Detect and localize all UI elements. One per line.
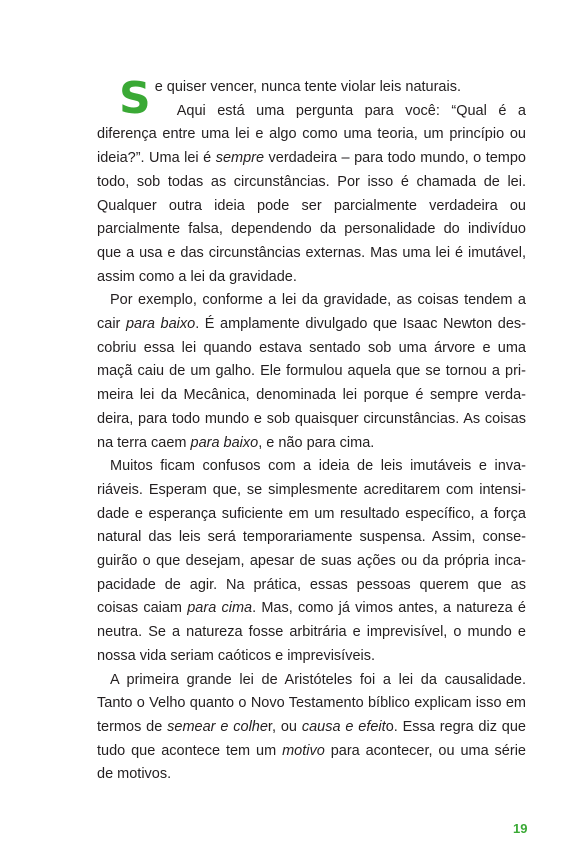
paragraph-3-text: Muitos ficam confusos com a ideia de leis imutáveis e invariáveis. Esperam que, se simplesmente acreditarem com intensidade e esperança suficiente em um resultado específico, a força natural das leis será temporariamente suspensa. Assim, conseguirão o que desejam, apesar de suas ações ou da própria incapacidade de agir. Na prática, essas pessoas querem que as coisas caiam [97, 458, 526, 617]
emphasis: para baixo [125, 316, 196, 333]
paragraph-3-text: . Mas, como já vimos antes, a natureza é neutra. Se a natureza fosse arbitrária e imprevisível, o mundo e nossa vida seriam caóticos e imprevisíveis. [97, 600, 526, 664]
emphasis: motivo [282, 742, 325, 759]
paragraph-1 [97, 73, 526, 289]
paragraph-1-first-line: e quiser vencer, nunca tente violar leis naturais. [154, 79, 461, 95]
paragraph-4 [97, 669, 526, 788]
emphasis: sempre [215, 150, 265, 167]
paragraph-3 [97, 455, 526, 668]
paragraph-1-text: Aqui está uma pergunta para você: “Qual é a diferença entre uma lei e algo como uma teoria, um princípio ou ideia?”. Uma lei é [97, 102, 526, 167]
page-number: 19 [513, 821, 528, 836]
paragraph-4-text: o. Essa regra diz que tudo que acontece tem um [97, 718, 526, 759]
paragraph-4-text: A primeira grande lei de Aristóteles foi a lei da causalidade. Tanto o Velho quanto o Novo Testamento bíblico explicam isso em termos de [97, 671, 526, 735]
emphasis: para baixo [190, 434, 259, 451]
emphasis: causa e efeit [301, 718, 386, 735]
paragraph-4-text: para acontecer, ou uma série de motivos. [97, 742, 526, 783]
paragraph-2-text: , e não para cima. [258, 434, 375, 451]
emphasis: semear e colhe [167, 718, 268, 735]
emphasis: para cima [187, 600, 253, 617]
paragraph-2 [97, 289, 526, 455]
paragraph-2-text: Por exemplo, conforme a lei da gravidade, as coisas tendem a cair [97, 292, 526, 333]
body-text [97, 73, 526, 787]
paragraph-1-text: verdadeira – para todo mundo, o tempo todo, sob todas as circunstâncias. Por isso é chamada de lei. Qualquer outra ideia pode ser parcialmente verdadeira ou parcialmente falsa, dependendo da personalidade do indivíduo que a usa e das circunstâncias externas. Mas uma lei é imutável, assim como a lei da gravidade. [97, 150, 526, 285]
paragraph-4-text: r, ou [267, 718, 302, 735]
drop-cap: S [119, 73, 151, 124]
paragraph-2-text: . É amplamente divulgado que Isaac Newton descobriu essa lei quando estava sentado sob uma árvore e uma maçã caiu de um galho. Ele formulou aquela que se tornou a primeira lei da Mecânica, denominada lei porque é sempre verdadeira, para todo mundo e sob quaisquer circunstâncias. As coisas na terra caem [97, 316, 526, 451]
